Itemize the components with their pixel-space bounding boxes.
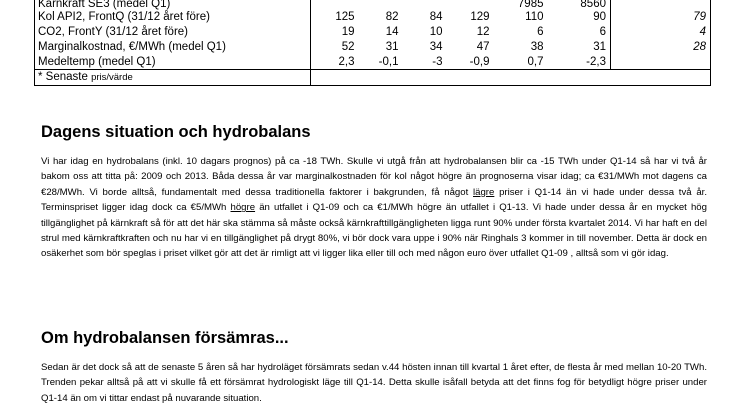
cell: 82: [385, 10, 399, 23]
table-row: [35, 24, 711, 39]
cell: 84: [429, 10, 443, 23]
table-row: [35, 54, 711, 70]
cell: -0,9: [447, 54, 494, 70]
cell: [403, 0, 447, 9]
paragraph-hydrobalans: [41, 154, 707, 262]
paragraph-text: Vi har idag en hydrobalans (inkl. 10 dagars prognos) på ca -18 TWh. Skulle vi utgå från att hydrobalansen blir ca -15 TWh under Q1-14 så har vi två år bakom oss att titta på: 2009 och 2013. Båda dessa år var marginalkostnaden för kol något högre än prognoserna visar idag; ca €31/MWh mot dagens ca €28/MWh. Vi borde alltså, fundamentalt med dessa traditionella faktorer i bakgrunden, få något: [41, 156, 707, 198]
cell: 14: [385, 25, 399, 38]
cell: [611, 54, 711, 70]
cell: 0,7: [494, 54, 548, 70]
cell: 110: [525, 10, 544, 23]
underlined-text: högre: [230, 202, 256, 214]
cell: 6: [537, 25, 544, 38]
cell: 4: [611, 24, 711, 39]
cell: 129: [470, 10, 490, 23]
cell: 52: [341, 40, 355, 53]
table-row: [35, 9, 711, 24]
section-title-forsamras: Om hydrobalansen försämras...: [41, 329, 289, 347]
cell: 7985: [517, 0, 544, 10]
row-label: Marginalkostnad, €/MWh (medel Q1): [35, 39, 311, 54]
cell: 2,3: [311, 54, 359, 70]
underlined-text: lägre: [473, 186, 495, 198]
cell: 19: [341, 25, 355, 38]
row-label: Kol API2, FrontQ (31/12 året före): [35, 9, 311, 24]
footnote-empty: [311, 70, 711, 86]
footnote-main: * Senaste: [38, 71, 92, 83]
cell: 8560: [548, 0, 611, 9]
section-title-hydrobalans: Dagens situation och hydrobalans: [41, 123, 311, 141]
row-label: Kärnkraft SE3 (medel Q1): [35, 0, 311, 9]
cell: -0,1: [359, 54, 403, 70]
cell: -3: [403, 54, 447, 70]
footnote-small: pris/värde: [91, 72, 133, 83]
cell: 125: [335, 10, 355, 23]
row-label: Medeltemp (medel Q1): [35, 54, 311, 70]
table-row: [35, 39, 711, 54]
cell: 10: [429, 25, 443, 38]
footnote: [35, 70, 311, 86]
cell: 31: [548, 39, 611, 54]
cell: [359, 0, 403, 9]
table-footnote-row: [35, 70, 711, 86]
table-row: [35, 0, 711, 9]
data-table: [34, 0, 711, 86]
paragraph-forsamras: Sedan är det dock så att de senaste 5 åren så har hydroläget försämrats sedan v.44 hösten innan till kvartal 1 året efter, de flesta år med mellan 10-20 TWh. Trenden pekar alltså på att vi skulle få ett försämrat hydrologiskt läge till Q1-14. Detta skulle isåfall betyda att det finns fog för betydligt högre priser under Q1-14 än om vi tittar endast på nuvarande situation.: [41, 362, 707, 404]
cell: 38: [530, 40, 544, 53]
cell: [311, 0, 359, 9]
row-label: CO2, FrontY (31/12 året före): [35, 24, 311, 39]
paragraph-text: än utfallet i Q1-09 och ca €1/MWh högre än utfallet i Q1-13. Vi hade under dessa år en mycket hög tillgänglighet på kärnkraft så för att det här ska stämma så måste också kärnkrafttillgängligheten ligga runt 90% under första kvartalet 2014. Vi har haft en del strul med kärnkraftkraften och nu har vi en tillgänglighet på drygt 80%, vi bör dock vara uppe i 90% när Ringhals 3 kommer in till november. Detta är dock en osäkerhet som bör speglas i priset vilket gör att det är rimligt att vi ligger lika eller till och med någon euro över utfallet Q1-09 , alltså som vi gör idag.: [41, 202, 707, 260]
cell: 47: [476, 40, 490, 53]
cell: 12: [476, 25, 490, 38]
cell: [611, 0, 711, 9]
cell: 34: [429, 40, 443, 53]
paragraph-text: priser i Q1-14 än vi hade under dessa två år. Terminspriset ligger idag dock ca €5/MWh: [41, 186, 707, 214]
cell: [447, 0, 494, 9]
cell: 90: [548, 9, 611, 24]
cell: 28: [611, 39, 711, 54]
cell: 31: [385, 40, 399, 53]
cell: -2,3: [548, 54, 611, 70]
cell: 79: [611, 9, 711, 24]
cell: 6: [548, 24, 611, 39]
